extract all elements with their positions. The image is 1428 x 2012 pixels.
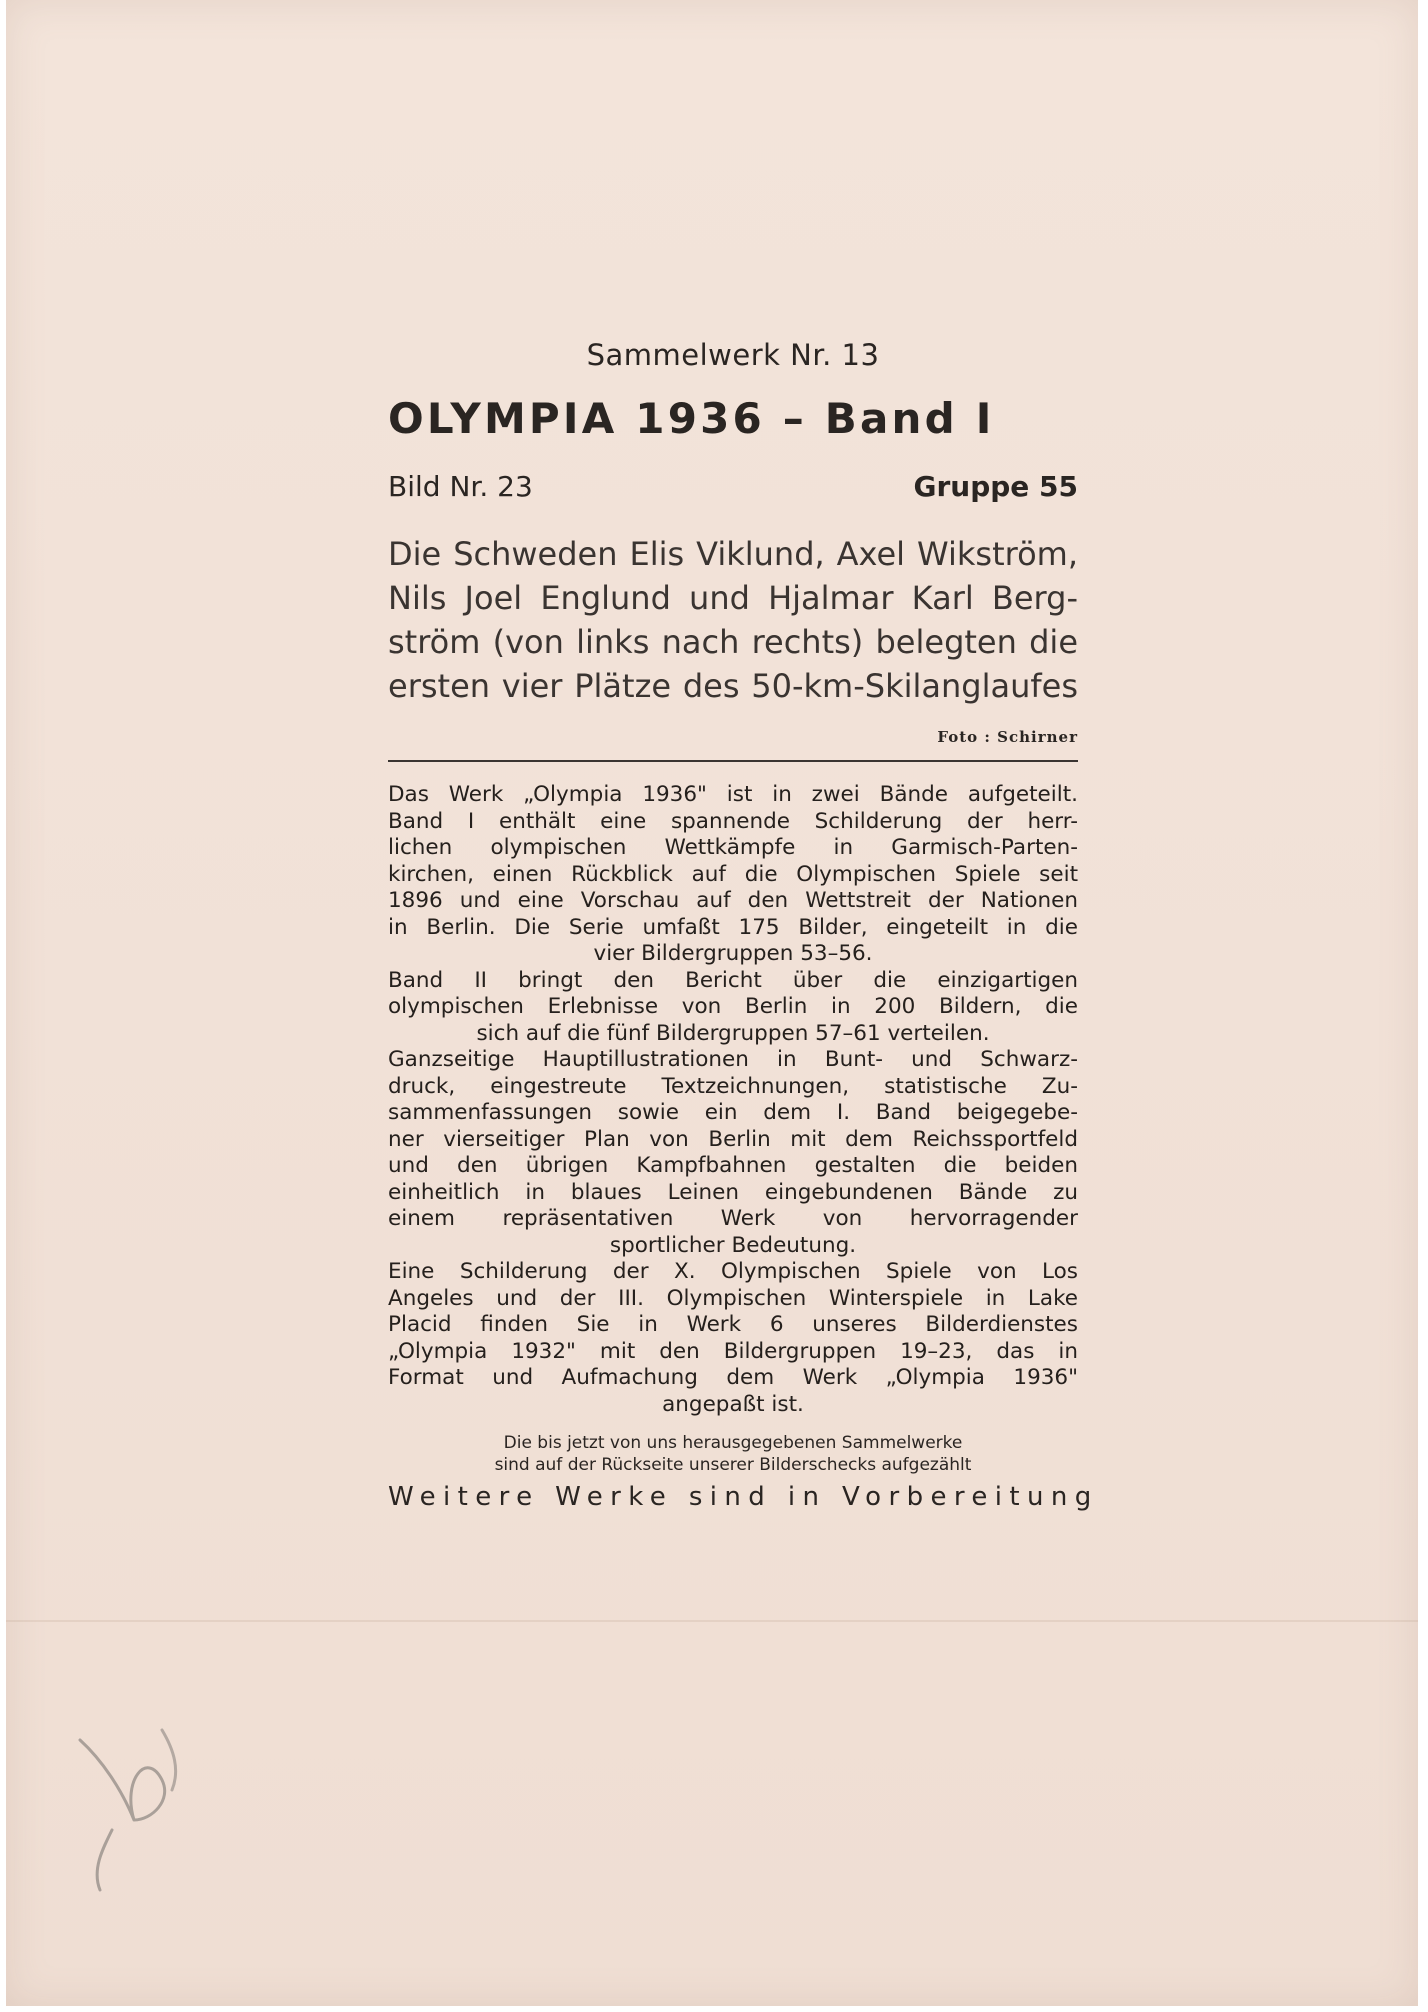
caption-line: ersten vier Plätze des 50-km-Skilanglaufes: [388, 667, 1078, 705]
note-line: sind auf der Rückseite unserer Bilderschecks aufgezählt: [494, 1455, 972, 1475]
series-label: Sammelwerk Nr. 13: [586, 338, 880, 372]
description-line: Eine Schilderung der X. Olympischen Spiele von Los: [388, 1259, 1078, 1284]
description-line: Band I enthält eine spannende Schilderung der herr-: [388, 808, 1078, 834]
description-line: einem repräsentativen Werk von hervorragender: [388, 1206, 1078, 1231]
divider-rule: [388, 760, 1078, 762]
description-line: 1896 und eine Vorschau auf den Wettstreit der Nationen: [388, 888, 1078, 913]
publisher-note: [388, 1432, 1078, 1476]
description-line: einheitlich in blaues Leinen eingebundenen Bände zu: [388, 1179, 1078, 1205]
caption-line: Nils Joel Englund und Hjalmar Karl Berg-: [388, 579, 1078, 617]
description-line: druck, eingestreute Textzeichnungen, statistische Zu-: [388, 1073, 1078, 1099]
caption-line: Die Schweden Elis Viklund, Axel Wikström,: [388, 535, 1078, 573]
card-meta-row: [388, 470, 1078, 503]
description-line: Format und Aufmachung dem Werk „Olympia 1936": [388, 1365, 1078, 1390]
handwritten-pencil-mark: [62, 1720, 202, 1900]
description-line: Ganzseitige Hauptillustrationen in Bunt- und Schwarz-: [388, 1047, 1078, 1072]
note-line: Die bis jetzt von uns herausgegebenen Sammelwerke: [503, 1433, 963, 1453]
description-line: in Berlin. Die Serie umfaßt 175 Bilder, eingeteilt in die: [388, 914, 1078, 940]
description-line: olympischen Erlebnisse von Berlin in 200 Bildern, die: [388, 994, 1078, 1019]
series-description: [388, 782, 1078, 1418]
description-line: kirchen, einen Rückblick auf die Olympischen Spiele seit: [388, 861, 1078, 887]
description-line: angepaßt ist.: [662, 1391, 804, 1417]
description-line: Das Werk „Olympia 1936" ist in zwei Bände aufgeteilt.: [388, 782, 1078, 807]
description-line: lichen olympischen Wettkämpfe in Garmisch-Parten-: [388, 835, 1078, 860]
description-line: und den übrigen Kampfbahnen gestalten die beiden: [388, 1153, 1078, 1178]
card-title: OLYMPIA 1936 – Band I: [388, 394, 995, 443]
description-line: vier Bildergruppen 53–56.: [593, 941, 873, 966]
caption-line: ström (von links nach rechts) belegten die: [388, 623, 1078, 661]
description-line: „Olympia 1932" mit den Bildergruppen 19–23, das in: [388, 1338, 1078, 1364]
description-line: sportlicher Bedeutung.: [609, 1232, 857, 1258]
description-line: sich auf die fünf Bildergruppen 57–61 verteilen.: [476, 1020, 990, 1046]
photo-credit: Foto : Schirner: [937, 728, 1078, 746]
collector-card-back: [6, 0, 1418, 2006]
description-line: sammenfassungen sowie ein dem I. Band beigegebe-: [388, 1100, 1078, 1125]
description-line: Placid finden Sie in Werk 6 unseres Bilderdienstes: [388, 1312, 1078, 1337]
group-number: Gruppe 55: [913, 470, 1078, 503]
description-line: Angeles und der III. Olympischen Winterspiele in Lake: [388, 1285, 1078, 1311]
footer-line: Weitere Werke sind in Vorbereitung: [388, 1482, 1099, 1512]
picture-caption: [388, 532, 1078, 708]
description-line: Band II bringt den Bericht über die einzigartigen: [388, 967, 1078, 993]
description-line: ner vierseitiger Plan von Berlin mit dem Reichssportfeld: [388, 1126, 1078, 1152]
picture-number: Bild Nr. 23: [388, 470, 533, 503]
